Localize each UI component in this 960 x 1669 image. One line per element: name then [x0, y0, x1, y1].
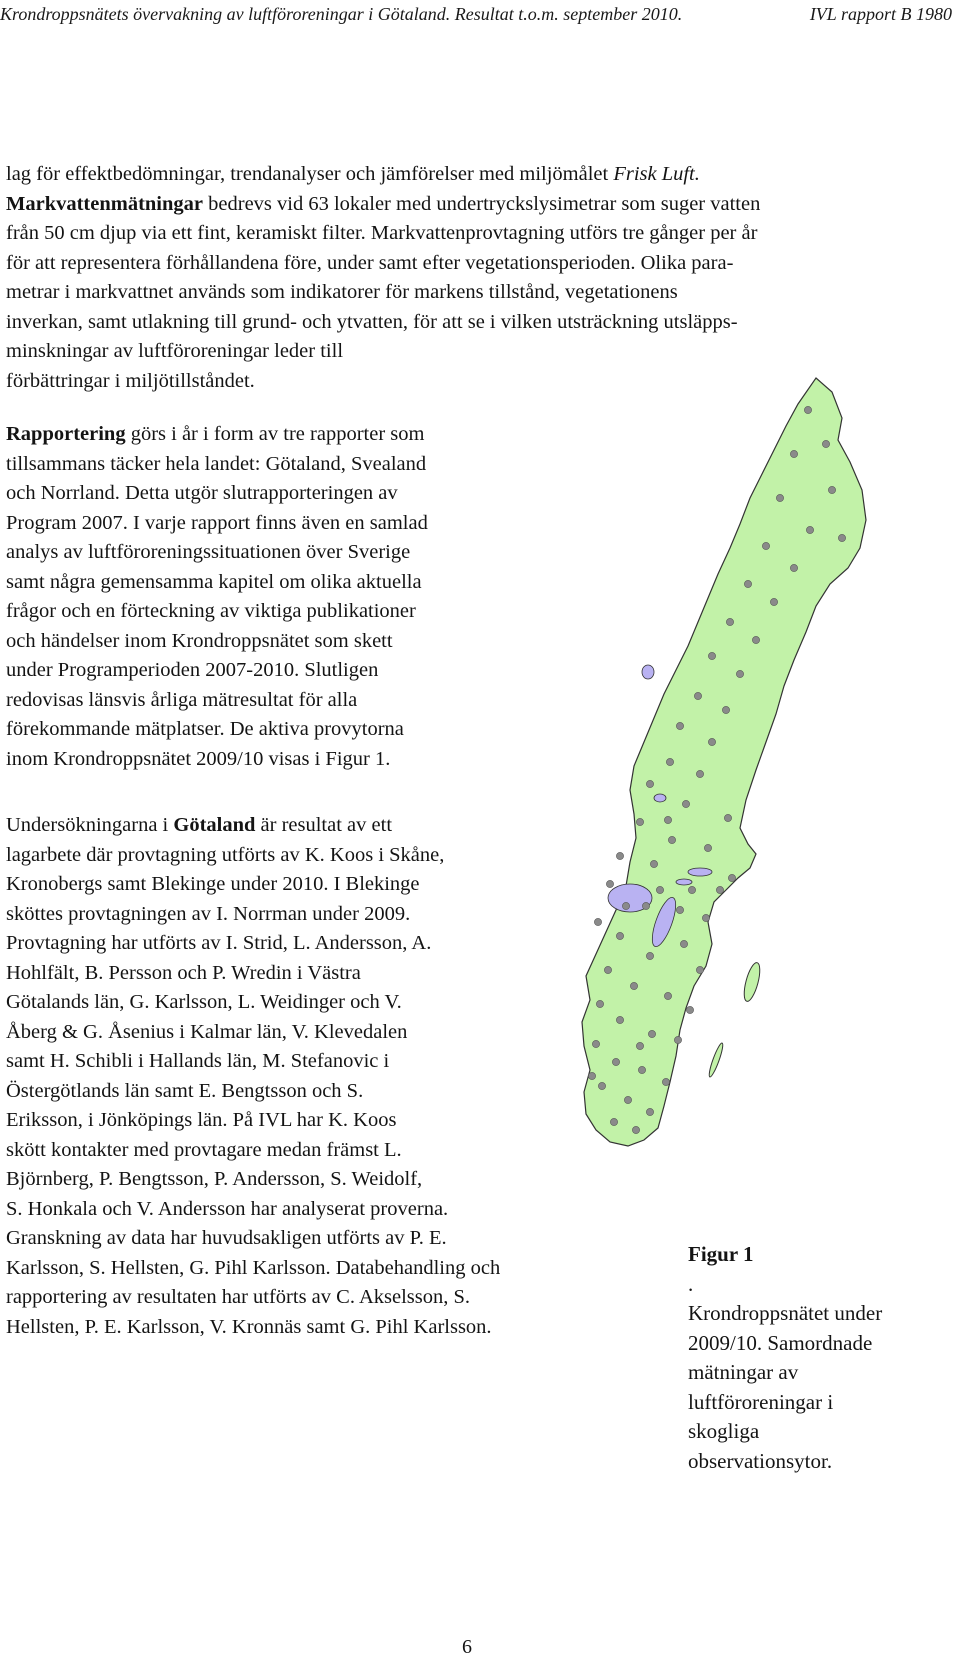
- site-dot: [632, 1126, 639, 1133]
- site-dot: [822, 440, 829, 447]
- markvatten-first-line: Markvattenmätningar bedrevs vid 63 lokaler med undertryckslysimetrar som suger vatten: [6, 192, 761, 215]
- site-dot: [722, 706, 729, 713]
- running-header: [0, 4, 960, 34]
- sweden-sites-map: [580, 370, 900, 1280]
- site-dot: [696, 770, 703, 777]
- site-dot: [696, 966, 703, 973]
- site-dot: [646, 952, 653, 959]
- lake-siljan: [654, 794, 666, 802]
- site-dot: [656, 886, 663, 893]
- site-dot: [790, 450, 797, 457]
- site-dot: [806, 526, 813, 533]
- site-dot: [594, 918, 601, 925]
- text-line: minskningar av luftföroreningar leder till: [6, 340, 344, 362]
- site-dot: [650, 860, 657, 867]
- frisk-luft-term: Frisk Luft.: [613, 163, 700, 185]
- site-dot: [728, 874, 735, 881]
- text-line: från 50 cm djup via ett fint, keramiskt filter. Markvattenprovtagning utförs tre gånger per år: [6, 222, 758, 244]
- site-dot: [630, 982, 637, 989]
- lake-storsjon: [642, 665, 654, 679]
- caption-line: 2009/10. Samordnade: [688, 1330, 873, 1355]
- site-dot: [702, 914, 709, 921]
- text-line: under Programperioden 2007-2010. Slutligen: [6, 659, 379, 681]
- text-line: Kronobergs samt Blekinge under 2010. I Blekinge: [6, 873, 420, 895]
- text-line: förbättringar i miljötillståndet.: [6, 369, 255, 392]
- text-line: samt H. Schibli i Hallands län, M. Stefanovic i: [6, 1050, 390, 1072]
- text-line: Program 2007. I varje rapport finns även en samlad: [6, 511, 428, 534]
- site-dot: [676, 722, 683, 729]
- caption-line: observationsytor.: [688, 1448, 833, 1473]
- site-dot: [610, 1118, 617, 1125]
- site-dot: [838, 534, 845, 541]
- site-dot: [606, 880, 613, 887]
- site-dot: [694, 692, 701, 699]
- site-dot: [642, 902, 649, 909]
- site-dot: [638, 1066, 645, 1073]
- site-dot: [736, 670, 743, 677]
- site-dot: [674, 1036, 681, 1043]
- site-dot: [616, 852, 623, 859]
- text-line: Hellsten, P. E. Karlsson, V. Kronnäs samt G. Pihl Karlsson.: [6, 1315, 492, 1338]
- markvatten-paragraph: [6, 160, 760, 396]
- island-oland: [707, 1042, 725, 1078]
- site-dot: [790, 564, 797, 571]
- text-line: lagarbete där provtagning utförts av K. Koos i Skåne,: [6, 843, 445, 866]
- text-line: och händelser inom Krondroppsnätet som skett: [6, 629, 393, 652]
- text-line: frågor och en förteckning av viktiga publikationer: [6, 600, 416, 622]
- site-dot: [616, 1016, 623, 1023]
- site-dot: [624, 1096, 631, 1103]
- site-dot: [592, 1040, 599, 1047]
- site-dot: [770, 598, 777, 605]
- lake-hjalmaren: [676, 879, 692, 885]
- text-line: rapportering av resultaten har utförts av C. Akselsson, S.: [6, 1286, 471, 1308]
- site-dot: [668, 836, 675, 843]
- text-line: Östergötlands län samt E. Bengtsson och S.: [6, 1079, 364, 1102]
- caption-line: mätningar av: [688, 1360, 799, 1384]
- island-gotland: [741, 961, 763, 1003]
- site-dot: [716, 886, 723, 893]
- site-dot: [708, 738, 715, 745]
- site-dot: [752, 636, 759, 643]
- site-dot: [762, 542, 769, 549]
- gotaland-first-line: Undersökningarna i Götaland är resultat av ett: [6, 814, 393, 836]
- text-line: metrar i markvattnet används som indikatorer för markens tillstånd, vegetationens: [6, 281, 678, 303]
- site-dot: [664, 992, 671, 999]
- site-dot: [616, 932, 623, 939]
- site-dot: [804, 406, 811, 413]
- text-line: analys av luftföroreningssituationen över Sverige: [6, 541, 411, 563]
- figure-label: Figur 1 .: [688, 1242, 754, 1296]
- gotaland-heading: Götaland: [173, 814, 256, 836]
- text-line: Åberg & G. Åsenius i Kalmar län, V. Klevedalen: [6, 1020, 408, 1043]
- caption-line: Krondroppsnätet under: [688, 1301, 883, 1325]
- text-line: tillsammans täcker hela landet: Götaland, Svealand: [6, 452, 427, 475]
- text-line: Granskning av data har huvudsakligen utförts av P. E.: [6, 1227, 447, 1249]
- text-line: samt några gemensamma kapitel om olika aktuella: [6, 570, 422, 593]
- text-line: Eriksson, i Jönköpings län. På IVL har K. Koos: [6, 1109, 397, 1131]
- site-dot: [682, 800, 689, 807]
- site-dot: [828, 486, 835, 493]
- text-line: inverkan, samt utlakning till grund- och ytvatten, för att se i vilken utsträckning utsläpps-: [6, 310, 738, 333]
- site-dot: [662, 1078, 669, 1085]
- text-line: Provtagning har utförts av I. Strid, L. Andersson, A.: [6, 932, 432, 954]
- site-dot: [744, 580, 751, 587]
- page-number: 6: [462, 1636, 472, 1658]
- figure-caption: [688, 1240, 882, 1476]
- rapportering-first-line: Rapportering görs i år i form av tre rapporter som: [6, 423, 425, 445]
- text-line: för att representera förhållandena före, under samt efter vegetationsperioden. Olika para-: [6, 251, 734, 274]
- intro-line: lag för effektbedömningar, trendanalyser och jämförelser med miljömålet Frisk Luft.: [6, 163, 700, 185]
- text-line: förekommande mätplatser. De aktiva provytorna: [6, 718, 404, 740]
- rapportering-paragraph: [6, 420, 428, 774]
- site-dot: [636, 1042, 643, 1049]
- header-report-number: IVL rapport B 1980: [809, 4, 952, 24]
- text-line: S. Honkala och V. Andersson har analyserat proverna.: [6, 1197, 449, 1220]
- site-dot: [726, 618, 733, 625]
- site-dot: [604, 966, 611, 973]
- text-line: inom Krondroppsnätet 2009/10 visas i Figur 1.: [6, 747, 391, 770]
- site-dot: [636, 818, 643, 825]
- site-dot: [598, 1082, 605, 1089]
- site-dot: [704, 844, 711, 851]
- gotaland-paragraph: [6, 811, 500, 1342]
- text-line: Björnberg, P. Bengtsson, P. Andersson, S. Weidolf,: [6, 1168, 423, 1190]
- sweden-landmass: [582, 378, 866, 1146]
- text-line: Hohlfält, B. Persson och P. Wredin i Västra: [6, 961, 361, 984]
- site-dot: [622, 902, 629, 909]
- site-dot: [676, 906, 683, 913]
- site-dot: [680, 940, 687, 947]
- site-dot: [776, 494, 783, 501]
- site-dot: [666, 758, 673, 765]
- header-title: Krondroppsnätets övervakning av luftföroreningar i Götaland. Resultat t.o.m. september 2010.: [0, 4, 683, 24]
- caption-line: skogliga: [688, 1419, 760, 1443]
- site-dot: [688, 886, 695, 893]
- site-dot: [724, 814, 731, 821]
- site-dot: [612, 1058, 619, 1065]
- text-line: Götalands län, G. Karlsson, L. Weidinger och V.: [6, 991, 402, 1013]
- site-dot: [708, 652, 715, 659]
- site-dot: [588, 1072, 595, 1079]
- site-dot: [646, 780, 653, 787]
- markvatten-heading: Markvattenmätningar: [6, 192, 204, 215]
- site-dot: [596, 1000, 603, 1007]
- site-dot: [646, 1108, 653, 1115]
- site-dot: [648, 1030, 655, 1037]
- site-dot: [664, 816, 671, 823]
- rapportering-heading: Rapportering: [6, 423, 126, 445]
- text-line: sköttes provtagningen av I. Norrman under 2009.: [6, 902, 411, 925]
- text-line: skött kontakter med provtagare medan främst L.: [6, 1138, 402, 1161]
- text-line: Karlsson, S. Hellsten, G. Pihl Karlsson. Databehandling och: [6, 1256, 501, 1279]
- site-dot: [686, 1006, 693, 1013]
- lake-malaren: [688, 868, 712, 876]
- text-line: och Norrland. Detta utgör slutrapporteringen av: [6, 482, 398, 504]
- caption-line: luftföroreningar i: [688, 1389, 834, 1414]
- text-line: redovisas länsvis årliga mätresultat för alla: [6, 688, 358, 711]
